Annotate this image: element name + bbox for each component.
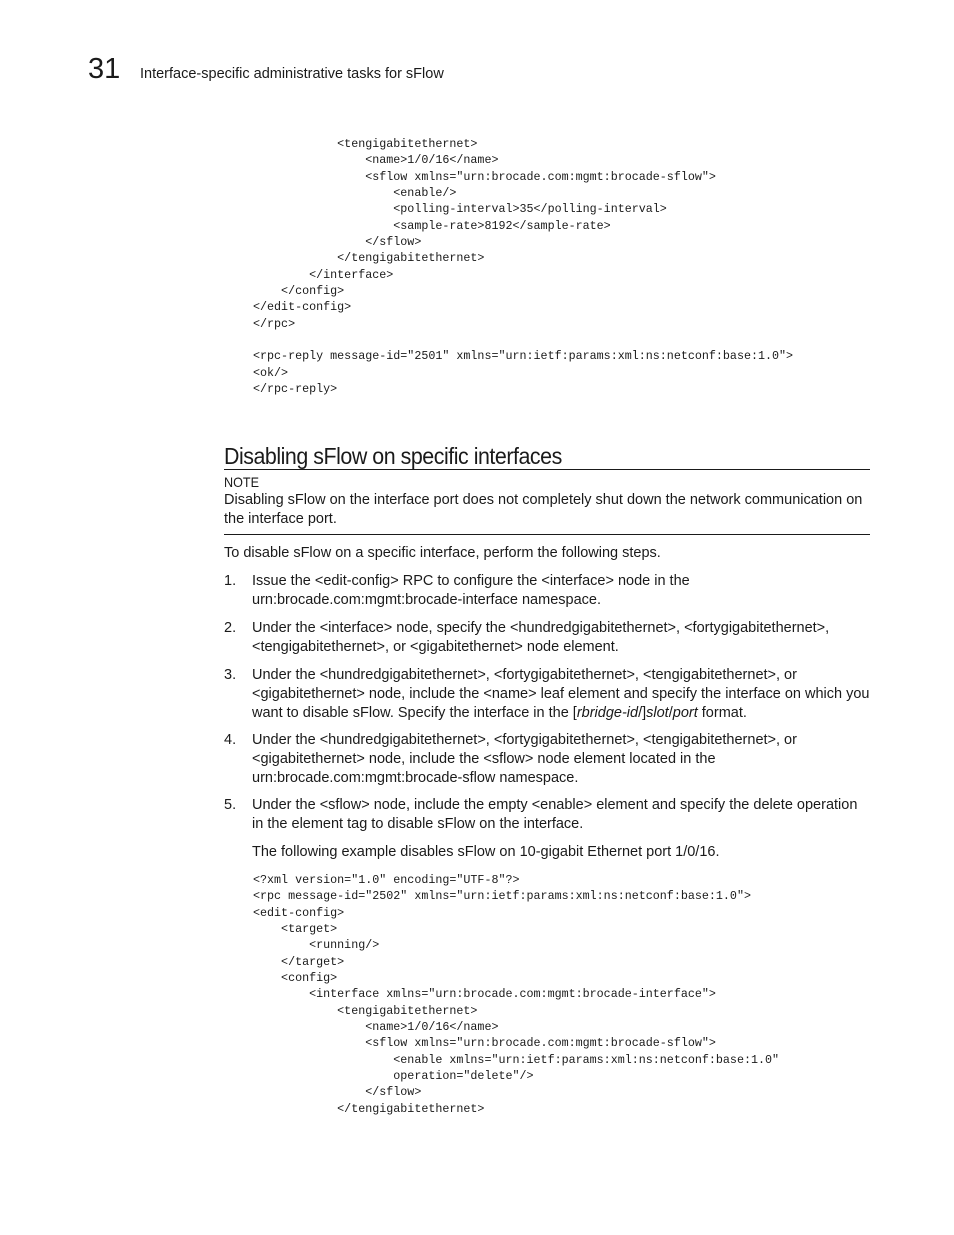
step-text: Under the <hundredgigabitethernet>, <fortygigabitethernet>, <tengigabitethernet>, or <gigabitethernet> node, include the <sflow> node element located in the urn:brocade.com:mgmt:brocade-sflow namespace. (252, 732, 797, 786)
chapter-number: 31 (88, 53, 121, 85)
step-text: Under the <sflow> node, include the empty <enable> element and specify the delete operation in the element tag to disable sFlow on the interface. (252, 797, 858, 832)
port-term: port (672, 705, 698, 721)
step-number: 2. (224, 620, 237, 636)
slot-term: slot (646, 705, 669, 721)
note-box (224, 469, 870, 535)
step-number: 1. (224, 573, 237, 589)
step-number: 5. (224, 797, 237, 813)
step-text-part: / (668, 705, 673, 721)
step-text-part: /] (638, 705, 647, 721)
code-block-rpc-reply: <tengigabitethernet> <name>1/0/16</name> <sflow xmlns="urn:brocade.com:mgmt:brocade-sflow"> <enable/> <polling-interval>35</polling-interval> <sample-rate>8192</sample-rate> </sflow> </tengigabitethernet> </interface> </config> </edit-config> </rpc> <rpc-reply message-id="2501" xmlns="urn:ietf:params:xml:ns:netconf:base:1.0"> <ok/> </rpc-reply> (253, 137, 794, 397)
step-text (252, 666, 870, 723)
note-label: NOTE (224, 474, 260, 490)
step-number: 3. (224, 667, 237, 683)
section-heading: Disabling sFlow on specific interfaces (224, 443, 562, 470)
chapter-title: Interface-specific administrative tasks for sFlow (140, 66, 444, 82)
steps-intro: To disable sFlow on a specific interface, perform the following steps. (224, 545, 661, 561)
step-text-part: format. (697, 705, 747, 721)
step-text: Under the <interface> node, specify the <hundredgigabitethernet>, <fortygigabitethernet>, <tengigabitethernet>, or <gigabitethernet> node element. (252, 620, 830, 655)
note-text: Disabling sFlow on the interface port does not completely shut down the network communication on the interface port. (224, 492, 863, 527)
page-header (0, 0, 954, 100)
code-block-disable-sflow: <?xml version="1.0" encoding="UTF-8"?> <rpc message-id="2502" xmlns="urn:ietf:params:xml:ns:netconf:base:1.0"> <edit-config> <target> <running/> </target> <config> <interface xmlns="urn:brocade.com:mgmt:brocade-interface"> <tengigabitethernet> <name>1/0/16</name> <sflow xmlns="urn:brocade.com:mgmt:brocade-sflow"> <enable xmlns="urn:ietf:params:xml:ns:netconf:base:1.0" operation="delete"/> </sflow> </tengigabitethernet> (253, 873, 780, 1116)
step-number: 4. (224, 732, 237, 748)
rbridge-id-term: rbridge-id (576, 705, 639, 721)
step-text-part: Under the <hundredgigabitethernet>, <fortygigabitethernet>, <tengigabitethernet>, or <gigabitethernet> node, include the <name> leaf element and specify the interface on which you want to disable sFlow. Specify the interface in the [ (252, 667, 870, 721)
step-text: Issue the <edit-config> RPC to configure the <interface> node in the urn:brocade.com:mgmt:brocade-interface namespace. (252, 573, 690, 608)
example-intro: The following example disables sFlow on 10-gigabit Ethernet port 1/0/16. (252, 844, 720, 860)
